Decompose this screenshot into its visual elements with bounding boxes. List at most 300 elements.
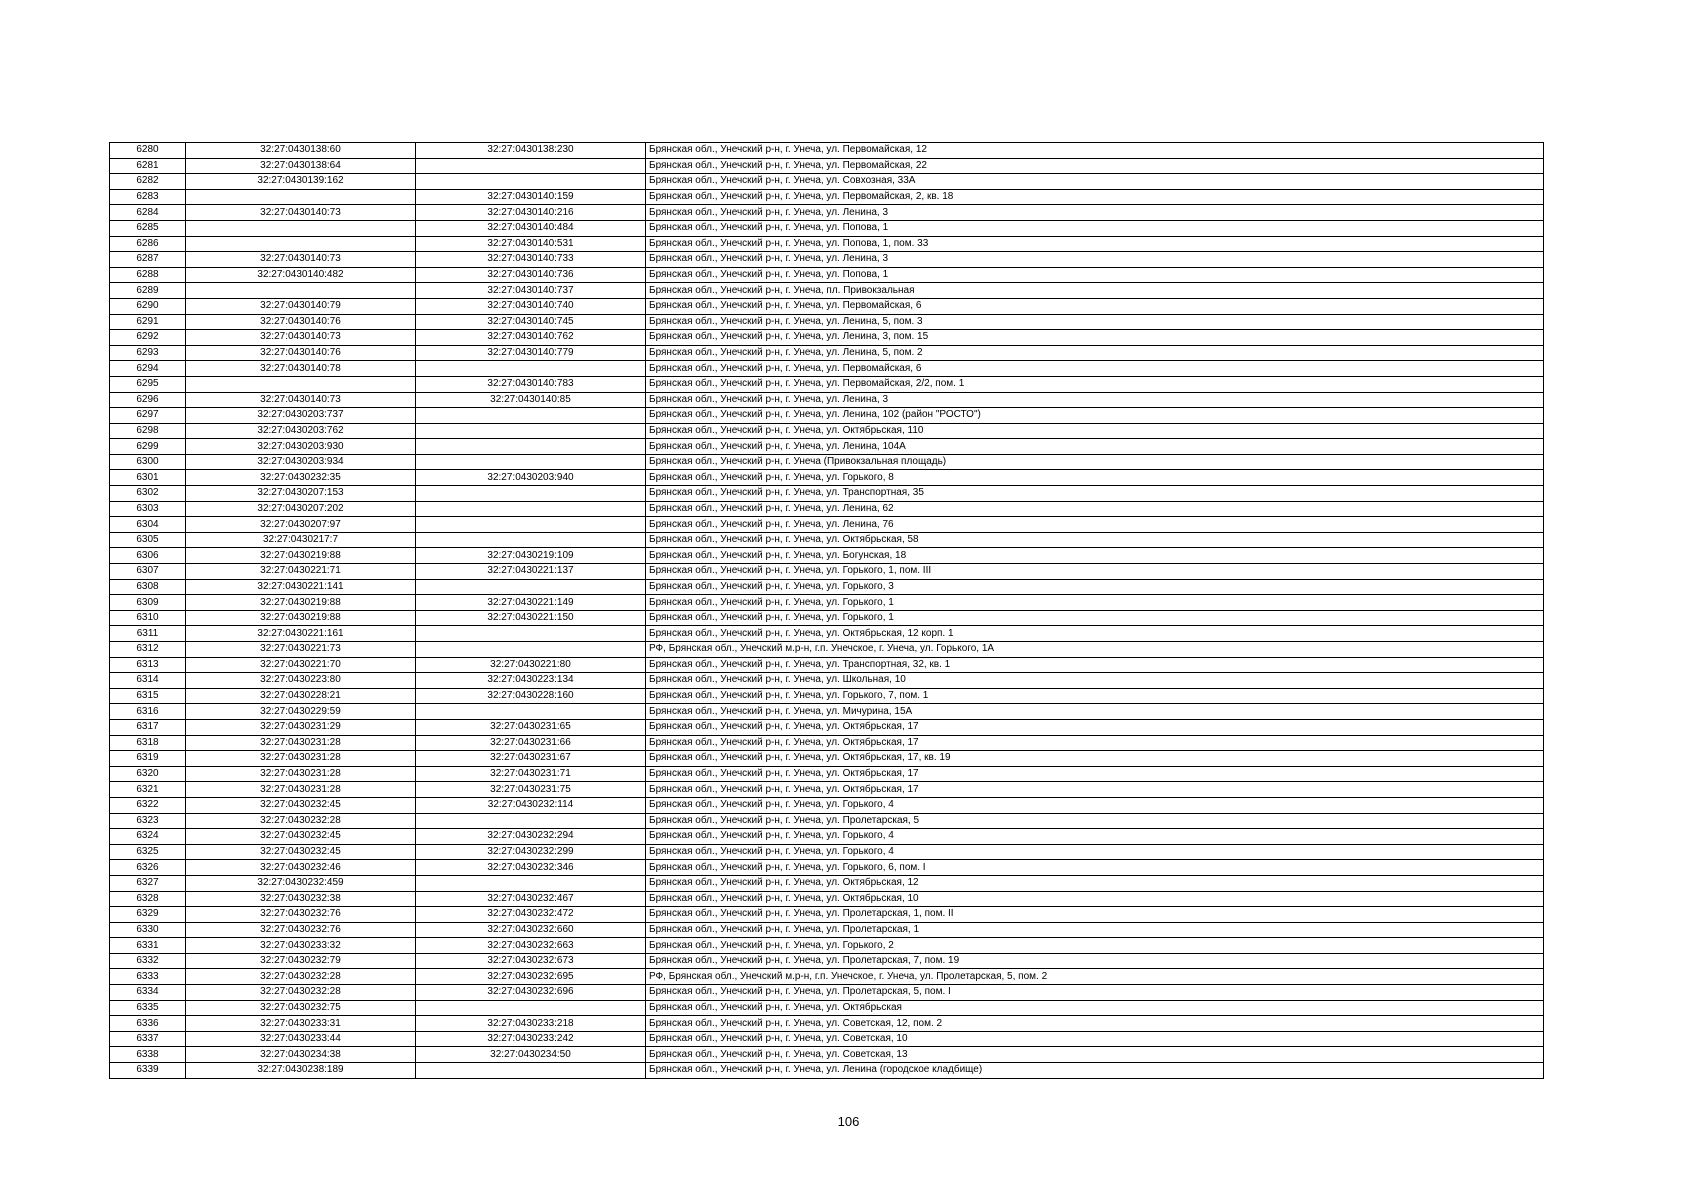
related-cadastral-number-cell	[416, 813, 646, 829]
address-cell: Брянская обл., Унечский р-н, г. Унеча, ул. Транспортная, 32, кв. 1	[646, 657, 1544, 673]
table-row	[110, 844, 1544, 860]
row-number-cell: 6294	[110, 361, 186, 377]
cadastral-number-cell: 32:27:0430203:934	[186, 454, 416, 470]
address-cell: Брянская обл., Унечский р-н, г. Унеча, ул. Ленина, 5, пом. 3	[646, 314, 1544, 330]
row-number-cell: 6338	[110, 1047, 186, 1063]
address-cell: Брянская обл., Унечский р-н, г. Унеча, ул. Горького, 1, пом. III	[646, 564, 1544, 580]
address-cell: Брянская обл., Унечский р-н, г. Унеча, ул. Попова, 1	[646, 267, 1544, 283]
row-number-cell: 6332	[110, 953, 186, 969]
related-cadastral-number-cell: 32:27:0430140:216	[416, 205, 646, 221]
table-row	[110, 969, 1544, 985]
row-number-cell: 6324	[110, 829, 186, 845]
table-row	[110, 813, 1544, 829]
address-cell: Брянская обл., Унечский р-н, г. Унеча, ул. Первомайская, 6	[646, 361, 1544, 377]
related-cadastral-number-cell	[416, 642, 646, 658]
cadastral-number-cell	[186, 376, 416, 392]
cadastral-number-cell: 32:27:0430233:44	[186, 1031, 416, 1047]
address-cell: Брянская обл., Унечский р-н, г. Унеча, ул. Ленина, 3	[646, 205, 1544, 221]
address-cell: Брянская обл., Унечский р-н, г. Унеча, ул. Октябрьская, 17	[646, 782, 1544, 798]
row-number-cell: 6292	[110, 330, 186, 346]
row-number-cell: 6315	[110, 688, 186, 704]
table-row	[110, 298, 1544, 314]
table-row	[110, 174, 1544, 190]
related-cadastral-number-cell	[416, 158, 646, 174]
table-row	[110, 735, 1544, 751]
address-cell: Брянская обл., Унечский р-н, г. Унеча, ул. Горького, 8	[646, 470, 1544, 486]
address-cell: Брянская обл., Унечский р-н, г. Унеча, ул. Горького, 7, пом. 1	[646, 688, 1544, 704]
row-number-cell: 6331	[110, 938, 186, 954]
cadastral-number-cell: 32:27:0430232:38	[186, 891, 416, 907]
related-cadastral-number-cell: 32:27:0430221:149	[416, 595, 646, 611]
cadastral-number-cell: 32:27:0430221:70	[186, 657, 416, 673]
table-row	[110, 688, 1544, 704]
row-number-cell: 6325	[110, 844, 186, 860]
row-number-cell: 6334	[110, 985, 186, 1001]
related-cadastral-number-cell: 32:27:0430221:137	[416, 564, 646, 580]
related-cadastral-number-cell	[416, 517, 646, 533]
table-row	[110, 267, 1544, 283]
row-number-cell: 6281	[110, 158, 186, 174]
cadastral-number-cell: 32:27:0430229:59	[186, 704, 416, 720]
table-row	[110, 252, 1544, 268]
row-number-cell: 6302	[110, 486, 186, 502]
address-cell: Брянская обл., Унечский р-н, г. Унеча, ул. Октябрьская, 17	[646, 719, 1544, 735]
table-row	[110, 376, 1544, 392]
table-row	[110, 143, 1544, 159]
table-row	[110, 532, 1544, 548]
row-number-cell: 6298	[110, 423, 186, 439]
related-cadastral-number-cell: 32:27:0430231:67	[416, 751, 646, 767]
cadastral-number-cell: 32:27:0430233:31	[186, 1016, 416, 1032]
row-number-cell: 6336	[110, 1016, 186, 1032]
cadastral-number-cell: 32:27:0430207:202	[186, 501, 416, 517]
address-cell: Брянская обл., Унечский р-н, г. Унеча, ул. Попова, 1, пом. 33	[646, 236, 1544, 252]
table-row	[110, 361, 1544, 377]
row-number-cell: 6310	[110, 610, 186, 626]
table-row	[110, 829, 1544, 845]
row-number-cell: 6327	[110, 875, 186, 891]
row-number-cell: 6339	[110, 1063, 186, 1079]
related-cadastral-number-cell: 32:27:0430232:696	[416, 985, 646, 1001]
address-cell: Брянская обл., Унечский р-н, г. Унеча, ул. Транспортная, 35	[646, 486, 1544, 502]
related-cadastral-number-cell: 32:27:0430140:733	[416, 252, 646, 268]
related-cadastral-number-cell: 32:27:0430232:472	[416, 907, 646, 923]
row-number-cell: 6301	[110, 470, 186, 486]
row-number-cell: 6307	[110, 564, 186, 580]
row-number-cell: 6335	[110, 1000, 186, 1016]
row-number-cell: 6329	[110, 907, 186, 923]
table-row	[110, 517, 1544, 533]
address-cell: Брянская обл., Унечский р-н, г. Унеча, ул. Пролетарская, 5, пом. I	[646, 985, 1544, 1001]
cadastral-number-cell: 32:27:0430221:73	[186, 642, 416, 658]
related-cadastral-number-cell: 32:27:0430232:294	[416, 829, 646, 845]
address-cell: Брянская обл., Унечский р-н, г. Унеча, ул. Первомайская, 12	[646, 143, 1544, 159]
table-row	[110, 938, 1544, 954]
related-cadastral-number-cell	[416, 579, 646, 595]
address-cell: Брянская обл., Унечский р-н, г. Унеча, ул. Октябрьская, 12 корп. 1	[646, 626, 1544, 642]
address-cell: РФ, Брянская обл., Унечский м.р-н, г.п. Унечское, г. Унеча, ул. Горького, 1А	[646, 642, 1544, 658]
table-row	[110, 907, 1544, 923]
address-cell: Брянская обл., Унечский р-н, г. Унеча, ул. Попова, 1	[646, 220, 1544, 236]
address-cell: Брянская обл., Унечский р-н, г. Унеча, ул. Октябрьская, 110	[646, 423, 1544, 439]
row-number-cell: 6284	[110, 205, 186, 221]
related-cadastral-number-cell: 32:27:0430233:242	[416, 1031, 646, 1047]
related-cadastral-number-cell: 32:27:0430232:695	[416, 969, 646, 985]
table-row	[110, 1063, 1544, 1079]
address-cell: Брянская обл., Унечский р-н, г. Унеча, ул. Пролетарская, 5	[646, 813, 1544, 829]
address-cell: Брянская обл., Унечский р-н, г. Унеча, ул. Горького, 6, пом. I	[646, 860, 1544, 876]
table-row	[110, 470, 1544, 486]
row-number-cell: 6303	[110, 501, 186, 517]
table-body	[110, 143, 1544, 1079]
related-cadastral-number-cell	[416, 704, 646, 720]
table-row	[110, 797, 1544, 813]
row-number-cell: 6297	[110, 408, 186, 424]
address-cell: Брянская обл., Унечский р-н, г. Унеча, ул. Ленина, 76	[646, 517, 1544, 533]
cadastral-number-cell: 32:27:0430207:153	[186, 486, 416, 502]
related-cadastral-number-cell: 32:27:0430140:779	[416, 345, 646, 361]
related-cadastral-number-cell: 32:27:0430140:737	[416, 283, 646, 299]
related-cadastral-number-cell: 32:27:0430232:673	[416, 953, 646, 969]
address-cell: Брянская обл., Унечский р-н, г. Унеча, ул. Ленина, 104А	[646, 439, 1544, 455]
cadastral-number-cell: 32:27:0430219:88	[186, 595, 416, 611]
cadastral-number-cell: 32:27:0430232:28	[186, 813, 416, 829]
related-cadastral-number-cell	[416, 501, 646, 517]
address-cell: Брянская обл., Унечский р-н, г. Унеча (Привокзальная площадь)	[646, 454, 1544, 470]
cadastral-number-cell: 32:27:0430231:28	[186, 782, 416, 798]
table-row	[110, 657, 1544, 673]
related-cadastral-number-cell: 32:27:0430140:85	[416, 392, 646, 408]
row-number-cell: 6323	[110, 813, 186, 829]
row-number-cell: 6282	[110, 174, 186, 190]
row-number-cell: 6283	[110, 189, 186, 205]
cadastral-number-cell: 32:27:0430140:76	[186, 314, 416, 330]
related-cadastral-number-cell	[416, 408, 646, 424]
cadastral-number-cell	[186, 236, 416, 252]
row-number-cell: 6300	[110, 454, 186, 470]
table-row	[110, 579, 1544, 595]
cadastral-number-cell: 32:27:0430238:189	[186, 1063, 416, 1079]
related-cadastral-number-cell: 32:27:0430232:299	[416, 844, 646, 860]
cadastral-number-cell: 32:27:0430203:737	[186, 408, 416, 424]
table-row	[110, 486, 1544, 502]
address-cell: Брянская обл., Унечский р-н, г. Унеча, ул. Первомайская, 2/2, пом. 1	[646, 376, 1544, 392]
table-row	[110, 189, 1544, 205]
related-cadastral-number-cell: 32:27:0430140:783	[416, 376, 646, 392]
row-number-cell: 6309	[110, 595, 186, 611]
related-cadastral-number-cell: 32:27:0430234:50	[416, 1047, 646, 1063]
address-cell: Брянская обл., Унечский р-н, г. Унеча, ул. Ленина, 62	[646, 501, 1544, 517]
table-row	[110, 766, 1544, 782]
cadastral-number-cell: 32:27:0430140:79	[186, 298, 416, 314]
cadastral-table	[109, 142, 1544, 1079]
address-cell: Брянская обл., Унечский р-н, г. Унеча, ул. Советская, 13	[646, 1047, 1544, 1063]
address-cell: Брянская обл., Унечский р-н, г. Унеча, ул. Горького, 2	[646, 938, 1544, 954]
related-cadastral-number-cell: 32:27:0430231:65	[416, 719, 646, 735]
related-cadastral-number-cell	[416, 1063, 646, 1079]
cadastral-number-cell	[186, 189, 416, 205]
table-row	[110, 345, 1544, 361]
table-row	[110, 236, 1544, 252]
table-row	[110, 782, 1544, 798]
related-cadastral-number-cell	[416, 174, 646, 190]
related-cadastral-number-cell: 32:27:0430232:346	[416, 860, 646, 876]
table-row	[110, 953, 1544, 969]
page-number: 106	[837, 1114, 860, 1129]
row-number-cell: 6286	[110, 236, 186, 252]
table-row	[110, 704, 1544, 720]
table-row	[110, 1047, 1544, 1063]
table-row	[110, 205, 1544, 221]
table-row	[110, 860, 1544, 876]
cadastral-number-cell: 32:27:0430138:60	[186, 143, 416, 159]
related-cadastral-number-cell: 32:27:0430231:71	[416, 766, 646, 782]
address-cell: Брянская обл., Унечский р-н, г. Унеча, ул. Горького, 4	[646, 797, 1544, 813]
address-cell: Брянская обл., Унечский р-н, г. Унеча, ул. Ленина, 3	[646, 252, 1544, 268]
cadastral-number-cell: 32:27:0430203:930	[186, 439, 416, 455]
cadastral-number-cell: 32:27:0430232:45	[186, 844, 416, 860]
related-cadastral-number-cell: 32:27:0430219:109	[416, 548, 646, 564]
cadastral-number-cell: 32:27:0430139:162	[186, 174, 416, 190]
cadastral-number-cell: 32:27:0430207:97	[186, 517, 416, 533]
table-row	[110, 1016, 1544, 1032]
cadastral-number-cell: 32:27:0430217:7	[186, 532, 416, 548]
row-number-cell: 6280	[110, 143, 186, 159]
related-cadastral-number-cell	[416, 1000, 646, 1016]
cadastral-number-cell: 32:27:0430232:75	[186, 1000, 416, 1016]
cadastral-number-cell: 32:27:0430232:45	[186, 797, 416, 813]
cadastral-number-cell: 32:27:0430140:73	[186, 392, 416, 408]
row-number-cell: 6312	[110, 642, 186, 658]
cadastral-number-cell: 32:27:0430232:28	[186, 969, 416, 985]
address-cell: Брянская обл., Унечский р-н, г. Унеча, ул. Октябрьская	[646, 1000, 1544, 1016]
address-cell: Брянская обл., Унечский р-н, г. Унеча, ул. Богунская, 18	[646, 548, 1544, 564]
cadastral-number-cell: 32:27:0430232:28	[186, 985, 416, 1001]
related-cadastral-number-cell: 32:27:0430231:66	[416, 735, 646, 751]
table-row	[110, 985, 1544, 1001]
row-number-cell: 6288	[110, 267, 186, 283]
cadastral-number-cell: 32:27:0430219:88	[186, 610, 416, 626]
address-cell: Брянская обл., Унечский р-н, г. Унеча, ул. Пролетарская, 1, пом. II	[646, 907, 1544, 923]
row-number-cell: 6320	[110, 766, 186, 782]
row-number-cell: 6289	[110, 283, 186, 299]
address-cell: РФ, Брянская обл., Унечский м.р-н, г.п. Унечское, г. Унеча, ул. Пролетарская, 5, пом. 2	[646, 969, 1544, 985]
table-row	[110, 408, 1544, 424]
cadastral-number-cell: 32:27:0430232:76	[186, 922, 416, 938]
address-cell: Брянская обл., Унечский р-н, г. Унеча, ул. Ленина, 3, пом. 15	[646, 330, 1544, 346]
related-cadastral-number-cell: 32:27:0430232:663	[416, 938, 646, 954]
related-cadastral-number-cell: 32:27:0430138:230	[416, 143, 646, 159]
row-number-cell: 6287	[110, 252, 186, 268]
cadastral-number-cell: 32:27:0430231:28	[186, 766, 416, 782]
cadastral-number-cell: 32:27:0430232:35	[186, 470, 416, 486]
address-cell: Брянская обл., Унечский р-н, г. Унеча, ул. Октябрьская, 17, кв. 19	[646, 751, 1544, 767]
cadastral-number-cell: 32:27:0430140:73	[186, 330, 416, 346]
table-row	[110, 548, 1544, 564]
address-cell: Брянская обл., Унечский р-н, г. Унеча, ул. Первомайская, 22	[646, 158, 1544, 174]
address-cell: Брянская обл., Унечский р-н, г. Унеча, ул. Горького, 4	[646, 844, 1544, 860]
address-cell: Брянская обл., Унечский р-н, г. Унеча, ул. Пролетарская, 1	[646, 922, 1544, 938]
row-number-cell: 6304	[110, 517, 186, 533]
cadastral-number-cell: 32:27:0430232:46	[186, 860, 416, 876]
related-cadastral-number-cell	[416, 626, 646, 642]
cadastral-number-cell: 32:27:0430234:38	[186, 1047, 416, 1063]
related-cadastral-number-cell: 32:27:0430140:484	[416, 220, 646, 236]
table-row	[110, 673, 1544, 689]
related-cadastral-number-cell	[416, 423, 646, 439]
row-number-cell: 6330	[110, 922, 186, 938]
cadastral-number-cell: 32:27:0430233:32	[186, 938, 416, 954]
address-cell: Брянская обл., Унечский р-н, г. Унеча, пл. Привокзальная	[646, 283, 1544, 299]
table-row	[110, 626, 1544, 642]
related-cadastral-number-cell: 32:27:0430221:150	[416, 610, 646, 626]
address-cell: Брянская обл., Унечский р-н, г. Унеча, ул. Советская, 12, пом. 2	[646, 1016, 1544, 1032]
row-number-cell: 6333	[110, 969, 186, 985]
row-number-cell: 6305	[110, 532, 186, 548]
table-row	[110, 922, 1544, 938]
related-cadastral-number-cell	[416, 454, 646, 470]
cadastral-number-cell: 32:27:0430232:79	[186, 953, 416, 969]
table-row	[110, 220, 1544, 236]
table-row	[110, 564, 1544, 580]
cadastral-number-cell: 32:27:0430140:73	[186, 252, 416, 268]
table-row	[110, 423, 1544, 439]
row-number-cell: 6291	[110, 314, 186, 330]
address-cell: Брянская обл., Унечский р-н, г. Унеча, ул. Ленина (городское кладбище)	[646, 1063, 1544, 1079]
table-row	[110, 595, 1544, 611]
table-row	[110, 875, 1544, 891]
table-row	[110, 1031, 1544, 1047]
cadastral-number-cell: 32:27:0430232:76	[186, 907, 416, 923]
cadastral-number-cell: 32:27:0430138:64	[186, 158, 416, 174]
cadastral-number-cell: 32:27:0430231:29	[186, 719, 416, 735]
related-cadastral-number-cell: 32:27:0430140:745	[416, 314, 646, 330]
row-number-cell: 6290	[110, 298, 186, 314]
row-number-cell: 6293	[110, 345, 186, 361]
address-cell: Брянская обл., Унечский р-н, г. Унеча, ул. Первомайская, 2, кв. 18	[646, 189, 1544, 205]
related-cadastral-number-cell: 32:27:0430140:762	[416, 330, 646, 346]
related-cadastral-number-cell: 32:27:0430232:660	[416, 922, 646, 938]
table-row	[110, 501, 1544, 517]
row-number-cell: 6285	[110, 220, 186, 236]
table-row	[110, 330, 1544, 346]
row-number-cell: 6313	[110, 657, 186, 673]
table-row	[110, 454, 1544, 470]
address-cell: Брянская обл., Унечский р-н, г. Унеча, ул. Пролетарская, 7, пом. 19	[646, 953, 1544, 969]
address-cell: Брянская обл., Унечский р-н, г. Унеча, ул. Советская, 10	[646, 1031, 1544, 1047]
cadastral-number-cell: 32:27:0430228:21	[186, 688, 416, 704]
table-row	[110, 891, 1544, 907]
table-row	[110, 314, 1544, 330]
address-cell: Брянская обл., Унечский р-н, г. Унеча, ул. Мичурина, 15А	[646, 704, 1544, 720]
table-row	[110, 751, 1544, 767]
related-cadastral-number-cell	[416, 486, 646, 502]
related-cadastral-number-cell: 32:27:0430140:531	[416, 236, 646, 252]
related-cadastral-number-cell: 32:27:0430231:75	[416, 782, 646, 798]
table-row	[110, 642, 1544, 658]
table-row	[110, 392, 1544, 408]
address-cell: Брянская обл., Унечский р-н, г. Унеча, ул. Ленина, 5, пом. 2	[646, 345, 1544, 361]
related-cadastral-number-cell	[416, 875, 646, 891]
table-row	[110, 283, 1544, 299]
related-cadastral-number-cell: 32:27:0430233:218	[416, 1016, 646, 1032]
cadastral-number-cell: 32:27:0430231:28	[186, 751, 416, 767]
row-number-cell: 6296	[110, 392, 186, 408]
address-cell: Брянская обл., Унечский р-н, г. Унеча, ул. Совхозная, 33А	[646, 174, 1544, 190]
cadastral-number-cell: 32:27:0430140:78	[186, 361, 416, 377]
cadastral-number-cell: 32:27:0430232:459	[186, 875, 416, 891]
row-number-cell: 6326	[110, 860, 186, 876]
cadastral-number-cell: 32:27:0430203:762	[186, 423, 416, 439]
related-cadastral-number-cell	[416, 532, 646, 548]
cadastral-number-cell: 32:27:0430140:73	[186, 205, 416, 221]
address-cell: Брянская обл., Унечский р-н, г. Унеча, ул. Горького, 4	[646, 829, 1544, 845]
address-cell: Брянская обл., Унечский р-н, г. Унеча, ул. Первомайская, 6	[646, 298, 1544, 314]
row-number-cell: 6308	[110, 579, 186, 595]
cadastral-number-cell: 32:27:0430140:76	[186, 345, 416, 361]
row-number-cell: 6328	[110, 891, 186, 907]
table-row	[110, 1000, 1544, 1016]
related-cadastral-number-cell: 32:27:0430203:940	[416, 470, 646, 486]
cadastral-number-cell	[186, 220, 416, 236]
row-number-cell: 6299	[110, 439, 186, 455]
address-cell: Брянская обл., Унечский р-н, г. Унеча, ул. Октябрьская, 12	[646, 875, 1544, 891]
address-cell: Брянская обл., Унечский р-н, г. Унеча, ул. Горького, 3	[646, 579, 1544, 595]
related-cadastral-number-cell	[416, 439, 646, 455]
row-number-cell: 6317	[110, 719, 186, 735]
row-number-cell: 6316	[110, 704, 186, 720]
related-cadastral-number-cell: 32:27:0430140:740	[416, 298, 646, 314]
related-cadastral-number-cell: 32:27:0430228:160	[416, 688, 646, 704]
cadastral-number-cell: 32:27:0430232:45	[186, 829, 416, 845]
cadastral-number-cell: 32:27:0430231:28	[186, 735, 416, 751]
address-cell: Брянская обл., Унечский р-н, г. Унеча, ул. Октябрьская, 10	[646, 891, 1544, 907]
address-cell: Брянская обл., Унечский р-н, г. Унеча, ул. Октябрьская, 17	[646, 766, 1544, 782]
row-number-cell: 6318	[110, 735, 186, 751]
related-cadastral-number-cell: 32:27:0430140:159	[416, 189, 646, 205]
related-cadastral-number-cell: 32:27:0430140:736	[416, 267, 646, 283]
address-cell: Брянская обл., Унечский р-н, г. Унеча, ул. Октябрьская, 58	[646, 532, 1544, 548]
row-number-cell: 6311	[110, 626, 186, 642]
row-number-cell: 6337	[110, 1031, 186, 1047]
address-cell: Брянская обл., Унечский р-н, г. Унеча, ул. Октябрьская, 17	[646, 735, 1544, 751]
cadastral-number-cell	[186, 283, 416, 299]
row-number-cell: 6319	[110, 751, 186, 767]
address-cell: Брянская обл., Унечский р-н, г. Унеча, ул. Ленина, 102 (район "РОСТО")	[646, 408, 1544, 424]
row-number-cell: 6314	[110, 673, 186, 689]
row-number-cell: 6295	[110, 376, 186, 392]
related-cadastral-number-cell: 32:27:0430223:134	[416, 673, 646, 689]
address-cell: Брянская обл., Унечский р-н, г. Унеча, ул. Горького, 1	[646, 610, 1544, 626]
table-row	[110, 158, 1544, 174]
related-cadastral-number-cell: 32:27:0430232:114	[416, 797, 646, 813]
cadastral-number-cell: 32:27:0430223:80	[186, 673, 416, 689]
cadastral-number-cell: 32:27:0430221:71	[186, 564, 416, 580]
row-number-cell: 6306	[110, 548, 186, 564]
address-cell: Брянская обл., Унечский р-н, г. Унеча, ул. Ленина, 3	[646, 392, 1544, 408]
related-cadastral-number-cell: 32:27:0430232:467	[416, 891, 646, 907]
cadastral-number-cell: 32:27:0430221:141	[186, 579, 416, 595]
address-cell: Брянская обл., Унечский р-н, г. Унеча, ул. Горького, 1	[646, 595, 1544, 611]
table-row	[110, 610, 1544, 626]
cadastral-number-cell: 32:27:0430221:161	[186, 626, 416, 642]
row-number-cell: 6321	[110, 782, 186, 798]
cadastral-number-cell: 32:27:0430219:88	[186, 548, 416, 564]
related-cadastral-number-cell: 32:27:0430221:80	[416, 657, 646, 673]
cadastral-number-cell: 32:27:0430140:482	[186, 267, 416, 283]
address-cell: Брянская обл., Унечский р-н, г. Унеча, ул. Школьная, 10	[646, 673, 1544, 689]
table-row	[110, 439, 1544, 455]
